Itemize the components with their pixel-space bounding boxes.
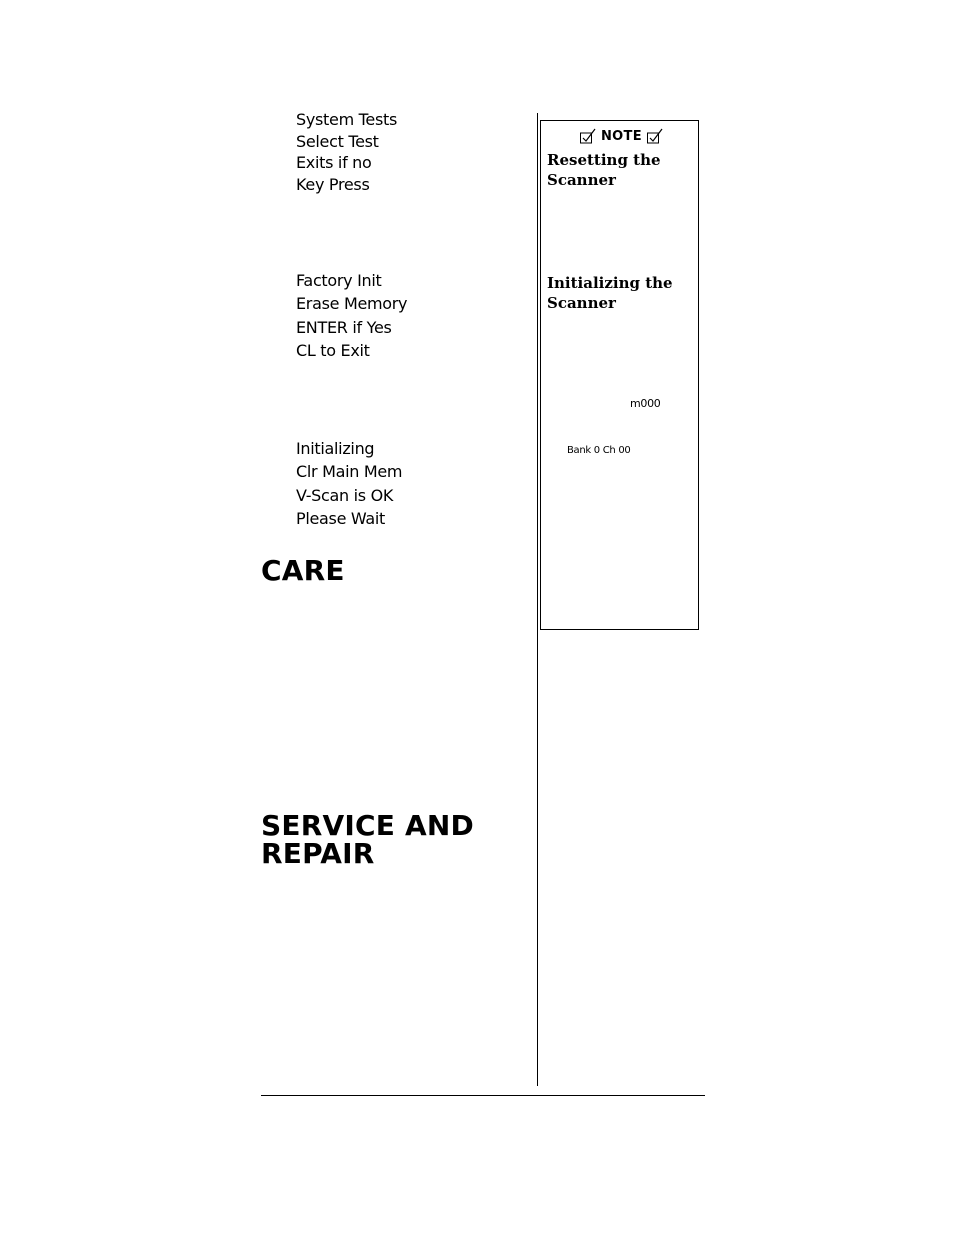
note-subheading-resetting [547, 150, 661, 190]
display-line: Please Wait [296, 508, 386, 528]
note-box [540, 120, 699, 630]
heading-line: REPAIR [261, 837, 375, 870]
note-subheading-line: Resetting the [547, 151, 661, 169]
column-divider [537, 113, 538, 1086]
note-pencil-icon [579, 127, 597, 145]
note-pencil-icon [646, 127, 664, 145]
note-subheading-line: Scanner [547, 171, 616, 189]
note-label: NOTE [601, 128, 642, 144]
display-line: Erase Memory [296, 294, 408, 314]
display-line: Select Test [296, 131, 379, 151]
display-group-factory-init [296, 271, 407, 364]
note-subheading-initializing [547, 273, 673, 313]
display-line: V-Scan is OK [296, 485, 394, 505]
display-line: Key Press [296, 174, 370, 194]
note-subheading-line: Scanner [547, 294, 616, 312]
care-heading: CARE [261, 554, 345, 587]
display-line: Clr Main Mem [296, 462, 403, 482]
note-display-bank: Bank 0 Ch 00 [567, 445, 631, 456]
heading-line: SERVICE AND [261, 809, 474, 842]
note-subheading-line: Initializing the [547, 274, 673, 292]
service-and-repair-heading [261, 809, 474, 870]
display-line: ENTER if Yes [296, 317, 392, 337]
display-line: Exits if no [296, 153, 372, 172]
note-display-m000: m000 [630, 397, 661, 410]
display-line: CL to Exit [296, 340, 370, 360]
note-header [579, 127, 664, 145]
display-line: Initializing [296, 439, 375, 458]
display-group-system-tests [296, 110, 397, 196]
display-line: System Tests [296, 110, 397, 129]
display-line: Factory Init [296, 271, 382, 290]
footer-rule [261, 1095, 705, 1096]
display-group-initializing [296, 439, 402, 532]
